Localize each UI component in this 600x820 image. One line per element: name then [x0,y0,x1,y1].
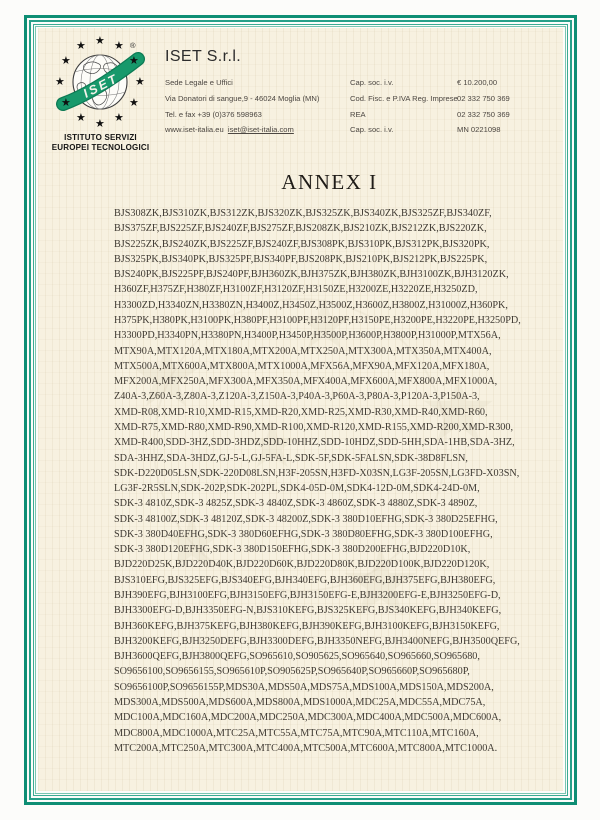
info-value: € 10.200,00 [457,78,498,87]
code-line: MTX90A,MTX120A,MTX180A,MTX200A,MTX250A,MTX300A,MTX350A,MTX400A, [114,345,492,357]
code-line: XMD-R75,XMD-R80,XMD-R90,XMD-R100,XMD-R120,XMD-R155,XMD-R200,XMD-R300, [114,421,514,433]
iset-globe-logo [50,34,150,134]
company-info-grid [165,78,510,141]
code-line: SDK-3 4810Z,SDK-3 4825Z,SDK-3 4840Z,SDK-3 4860Z,SDK-3 4880Z,SDK-3 4890Z, [114,498,478,510]
code-line: BJH390EFG,BJH3100EFG,BJH3150EFG,BJH3150EFG-E,BJH3200EFG-E,BJH3250EFG-D, [114,590,501,602]
code-line: MDC100A,MDC160A,MDC200A,MDC250A,MDC300A,MDC400A,MDC500A,MDC600A, [114,712,502,724]
logo-caption-line1: ISTITUTO SERVIZI [64,133,137,142]
company-name: ISET S.r.l. [165,48,242,65]
star-watermark-icon: ★ [128,328,205,427]
info-value: 02 332 750 369 [457,93,510,103]
code-line: BJS325PK,BJS340PK,BJS325PF,BJS340PF,BJS208PK,BJS210PK,BJS212PK,BJS225PK, [114,253,488,265]
svg-text:★: ★ [55,75,65,88]
star-watermark-icon: ★ [338,528,424,638]
code-line: SO9656100,SO9656155,SO965610P,SO905625P,SO965640P,SO965660P,SO965680P, [114,666,470,678]
info-label: Cap. soc. i.v. [350,125,394,135]
code-line: MTC200A,MTC250A,MTC300A,MTC400A,MTC500A,MTC600A,MTC800A,MTC1000A. [114,742,498,754]
website-link[interactable]: www.iset-italia.eu [165,125,224,135]
code-line: BJS375ZF,BJS225ZF,BJS240ZF,BJS275ZF,BJS208ZK,BJS210ZK,BJS212ZK,BJS220ZK, [114,223,487,235]
email-link[interactable]: iset@iset-italia.com [227,125,294,135]
code-line: Z40A-3,Z60A-3,Z80A-3,Z120A-3,Z150A-3,P40A-3,P60A-3,P80A-3,P120A-3,P150A-3, [114,391,480,403]
svg-text:★: ★ [95,117,105,130]
code-line: SDK-3 380D40EFHG,SDK-3 380D60EFHG,SDK-3 380D80EFHG,SDK-3 380D100EFHG, [114,528,493,540]
info-value: MN 0221098 [457,125,501,135]
code-line: H3300ZD,H3340ZN,H3380ZN,H3400Z,H3450Z,H3500Z,H3600Z,H3800Z,H31000Z,H360PK, [114,299,508,311]
registered-mark: ® [130,41,136,50]
logo-caption-line2: EUROPEI TECNOLOGICI [51,142,150,152]
code-line: SO9656100P,SO9656155P,MDS30A,MDS50A,MDS75A,MDS100A,MDS150A,MDS200A, [114,681,494,693]
svg-text:★: ★ [76,111,86,124]
star-watermark-icon: ★ [158,498,226,586]
svg-text:★: ★ [114,111,124,124]
code-line: SDK-3 48100Z,SDK-3 48120Z,SDK-3 48200Z,SDK-3 380D10EFHG,SDK-3 380D25EFHG, [114,513,498,525]
annex-body [114,206,550,756]
code-line: BJD220D25K,BJD220D40K,BJD220D60K,BJD220D80K,BJD220D100K,BJD220D120K, [114,559,490,571]
code-line: SDK-D220D05LSN,SDK-220D08LSN,H3F-205SN,H3FD-X03SN,LG3F-205SN,LG3FD-X03SN, [114,467,520,479]
code-line: BJS308ZK,BJS310ZK,BJS312ZK,BJS320ZK,BJS325ZK,BJS340ZK,BJS325ZF,BJS340ZF, [114,208,492,219]
star-watermark-icon: ★ [293,283,356,365]
code-line: XMD-R08,XMD-R10,XMD-R15,XMD-R20,XMD-R25,XMD-R30,XMD-R40,XMD-R60, [114,406,488,418]
logo-caption [28,133,173,152]
code-line: MTX500A,MTX600A,MTX800A,MTX1000A,MFX56A,MFX90A,MFX120A,MFX180A, [114,360,490,372]
code-line: LG3F-2R5SLN,SDK-202P,SDK-202PL,SDK4-05D-0M,SDK4-12D-0M,SDK4-24D-0M, [114,483,480,495]
code-line: MDC800A,MDC1000A,MTC25A,MTC55A,MTC75A,MTC90A,MTC110A,MTC160A, [114,727,479,739]
svg-text:★: ★ [135,75,145,88]
code-line: H360ZF,H375ZF,H380ZF,H3100ZF,H3120ZF,H3150ZE,H3200ZE,H3220ZE,H3250ZD, [114,284,478,296]
annex-title: ANNEX I [281,170,378,194]
address-line: Tel. e fax +39 (0)376 598963 [165,109,262,119]
star-watermark-icon: ★ [243,408,302,483]
code-line: MDS300A,MDS500A,MDS600A,MDS800A,MDS1000A,MDC25A,MDC55A,MDC75A, [114,697,486,708]
code-line: BJH3200KEFG,BJH3250DEFG,BJH3300DEFG,BJH3350NEFG,BJH3400NEFG,BJH3500QEFG, [114,635,520,647]
code-line: XMD-R400,SDD-3HZ,SDD-3HDZ,SDD-10HHZ,SDD-10HDZ,SDD-5HH,SDA-1HB,SDA-3HZ, [114,437,515,449]
code-line: BJS310EFG,BJS325EFG,BJS340EFG,BJH340EFG,BJH360EFG,BJH375EFG,BJH380EFG, [114,574,496,586]
code-line: MFX200A,MFX250A,MFX300A,MFX350A,MFX400A,MFX600A,MFX800A,MFX1000A, [114,376,498,388]
logo-ribbon-text: ISET [81,71,122,101]
svg-text:★: ★ [114,39,124,52]
info-value: 02 332 750 369 [457,109,510,119]
info-label: REA [350,109,366,119]
code-line: BJS240PK,BJS225PF,BJS240PF,BJH360ZK,BJH375ZK,BJH380ZK,BJH3100ZK,BJH3120ZK, [114,269,509,281]
web-contact-line [165,125,350,141]
svg-text:★: ★ [76,39,86,52]
svg-text:★: ★ [95,34,105,47]
code-line: BJH3600QEFG,BJH3800QEFG,SO965610,SO905625,SO965640,SO965660,SO965680, [114,651,480,663]
code-line: BJH3300EFG-D,BJH3350EFG-N,BJS310KEFG,BJS325KEFG,BJS340KEFG,BJH340KEFG, [114,605,502,617]
svg-text:★: ★ [129,54,139,67]
code-line: SDA-3HHZ,SDA-3HDZ,GJ-5-L,GJ-5FA-L,SDK-5F,SDK-5FALSN,SDK-38D8FLSN, [114,452,468,464]
code-line: H375PK,H380PK,H3100PK,H380PF,H3100PF,H3120PF,H3150PE,H3200PE,H3220PE,H3250PD, [114,314,521,326]
code-line: H3300PD,H3340PN,H3380PN,H3400P,H3450P,H3500P,H3600P,H3800P,H31000P,MTX56A, [114,330,501,342]
info-label: Cap. soc. i.v. [350,78,394,87]
svg-text:★: ★ [61,96,71,109]
code-line: BJH360KEFG,BJH375KEFG,BJH380KEFG,BJH390KEFG,BJH3100KEFG,BJH3150KEFG, [114,620,500,632]
code-line: SDK-3 380D120EFHG,SDK-3 380D150EFHG,SDK-3 380D200EFHG,BJD220D10K, [114,544,471,556]
address-line: Sede Legale e Uffici [165,78,233,87]
star-watermark-icon: ★ [418,358,499,463]
code-line: BJS225ZK,BJS240ZK,BJS225ZF,BJS240ZF,BJS308PK,BJS310PK,BJS312PK,BJS320PK, [114,238,490,250]
svg-text:★: ★ [129,96,139,109]
svg-text:★: ★ [61,54,71,67]
info-label: Cod. Fisc. e P.IVA Reg. Imprese [350,93,458,103]
address-line: Via Donatori di sangue,9 - 46024 Moglia (MN) [165,93,320,103]
